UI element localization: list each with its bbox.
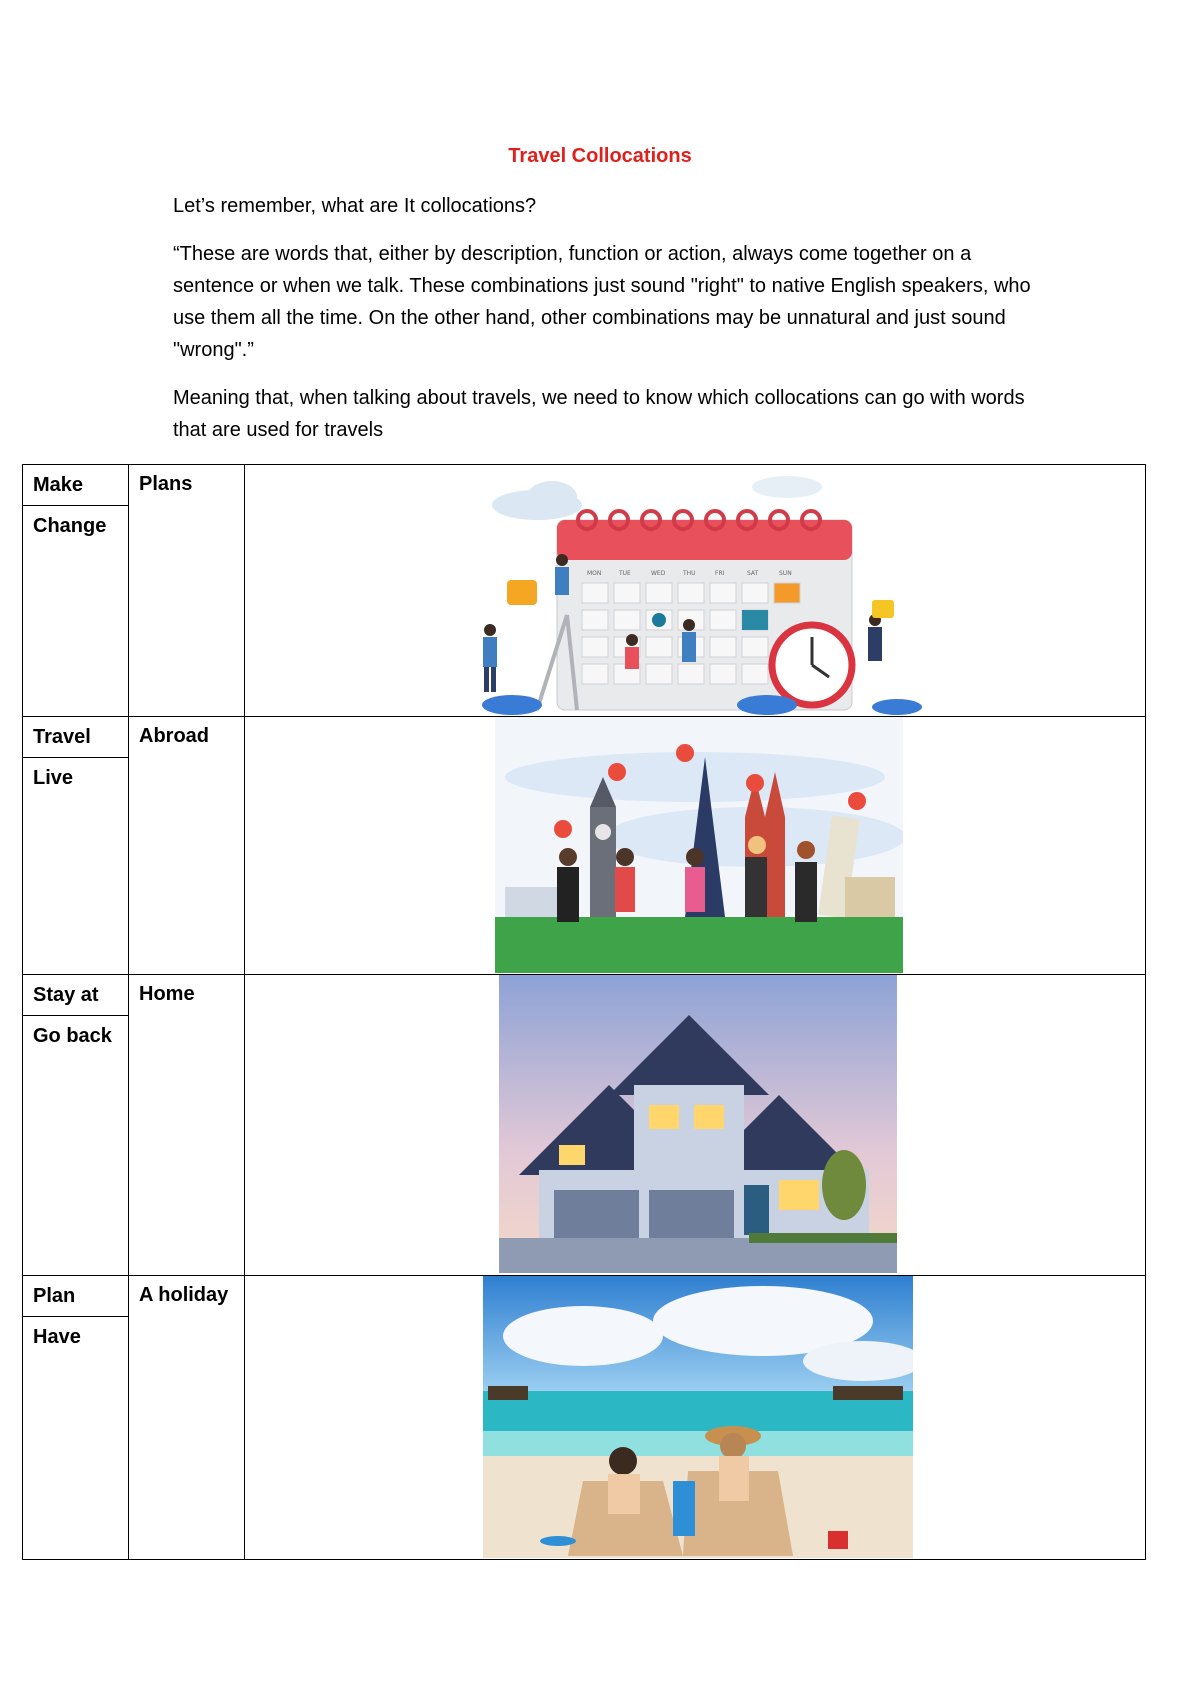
house-photo [499, 975, 897, 1273]
image-cell [245, 975, 1146, 1276]
verb-label: Change [33, 515, 107, 537]
noun-cell [129, 717, 245, 975]
meaning-paragraph: Meaning that, when talking about travels, we need to know which collocations can go with words that are used for travels [173, 387, 1025, 441]
verbs-cell [23, 1276, 129, 1560]
collocations-table [22, 464, 1146, 1560]
noun-cell [129, 1276, 245, 1560]
verb-label: Plan [23, 1276, 128, 1317]
verb-label: Have [33, 1326, 81, 1348]
verbs-cell [23, 717, 129, 975]
verb-label: Make [23, 465, 128, 506]
table-row [23, 465, 1146, 717]
verbs-cell [23, 465, 129, 717]
calendar-day: WED [651, 570, 666, 577]
calendar-day: THU [683, 570, 696, 577]
page-title: Travel Collocations [508, 145, 692, 167]
calendar-day: SUN [779, 570, 792, 577]
calendar-planning-illustration [457, 465, 937, 715]
intro-question: Let’s remember, what are It collocations? [173, 195, 537, 217]
table-row [23, 717, 1146, 975]
calendar-day: MON [587, 570, 602, 577]
calendar-day: FRI [715, 570, 725, 577]
table-row [23, 975, 1146, 1276]
noun-cell [129, 975, 245, 1276]
verb-label: Stay at [23, 975, 128, 1016]
image-cell [245, 1276, 1146, 1560]
noun-label: Abroad [139, 725, 209, 747]
definition-paragraph: “These are words that, either by description, function or action, always come together on a sentence or when we talk. These combinations just sound "right" to native English speakers, who use them all the time. On the other hand, other combinations may be unnatural and just sound "wrong".” [173, 243, 1031, 361]
verbs-cell [23, 975, 129, 1276]
students-abroad-landmarks-illustration [495, 717, 903, 973]
calendar-day: SAT [747, 570, 759, 577]
calendar-day: TUE [619, 570, 631, 577]
image-cell [245, 465, 1146, 717]
verb-label: Travel [23, 717, 128, 758]
verb-label: Go back [33, 1025, 112, 1047]
beach-holiday-photo [483, 1276, 913, 1558]
noun-label: Plans [139, 473, 193, 495]
image-cell [245, 717, 1146, 975]
noun-cell [129, 465, 245, 717]
table-row [23, 1276, 1146, 1560]
noun-label: A holiday [139, 1284, 229, 1306]
noun-label: Home [139, 983, 195, 1005]
verb-label: Live [33, 767, 74, 789]
